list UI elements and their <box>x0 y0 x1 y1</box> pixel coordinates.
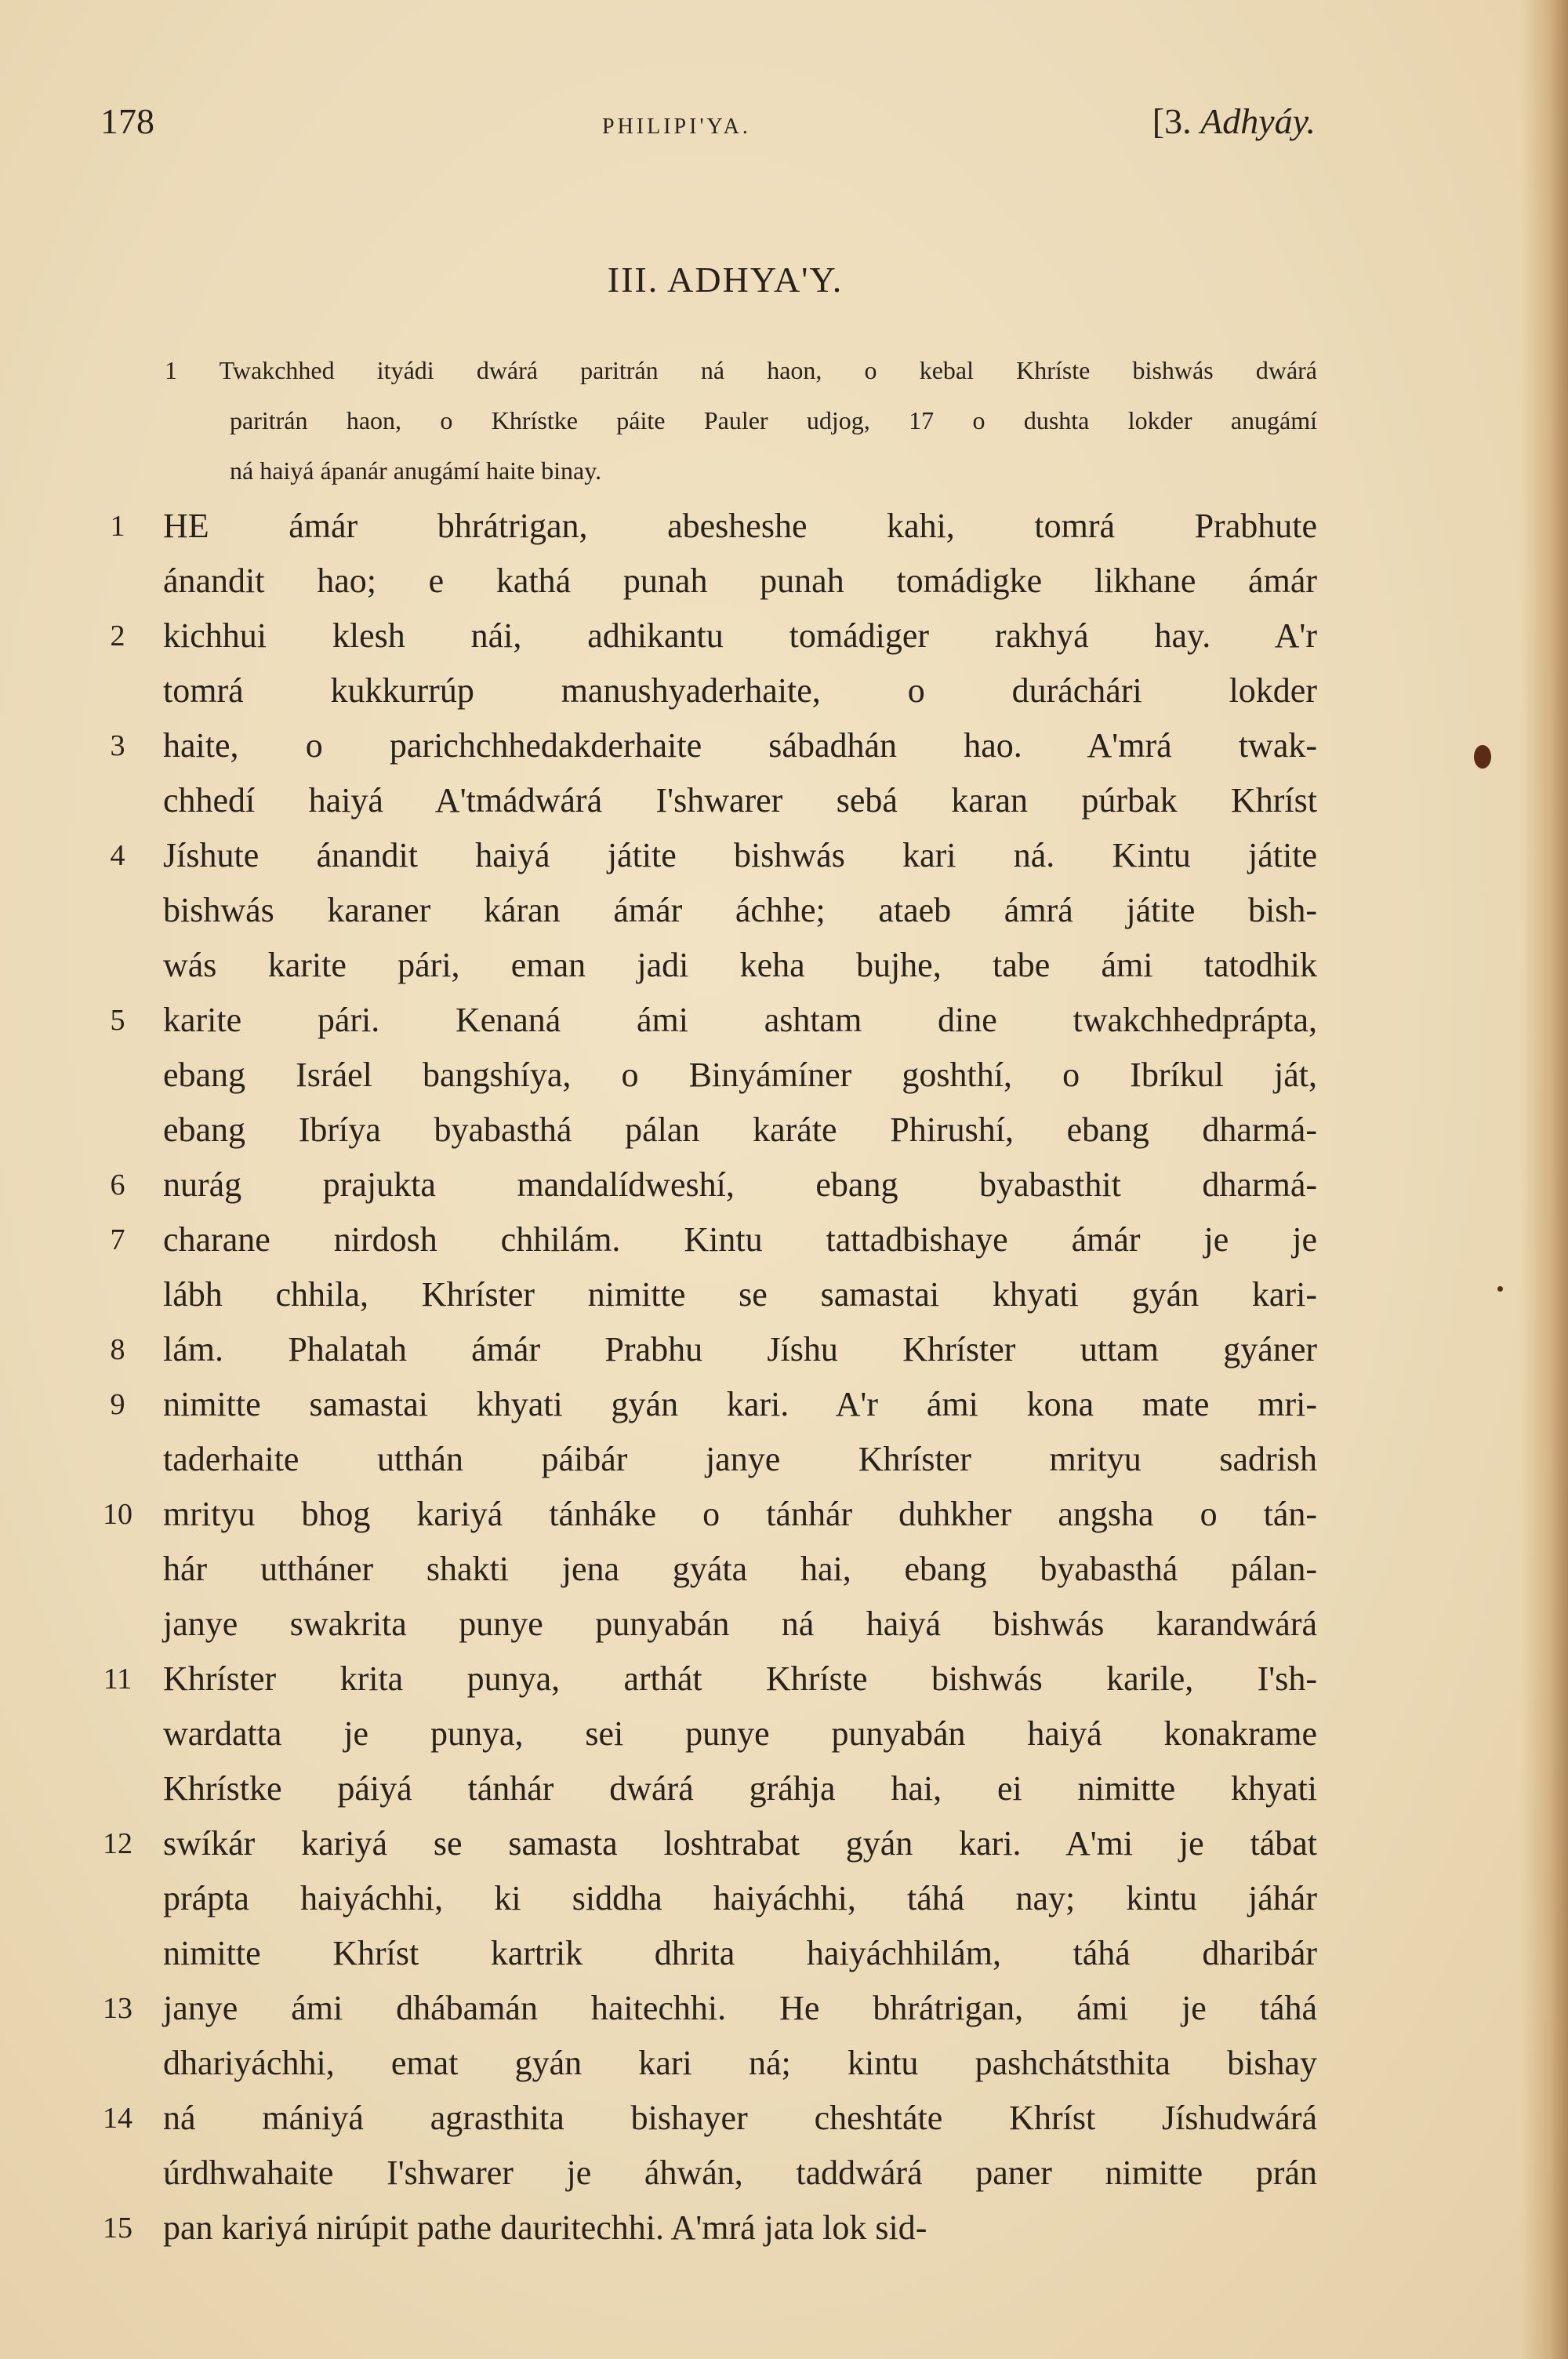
line-text: lám. Phalatah ámár Prabhu Jíshu Khríster uttam gyáner <box>163 1330 1317 1369</box>
line-text: nurág prajukta mandalídweshí, ebang byabasthit dharmá- <box>163 1165 1317 1204</box>
chapter-summary <box>165 345 1317 496</box>
text-line <box>94 1432 1317 1487</box>
text-line <box>94 2146 1317 2201</box>
text-line <box>94 2091 1317 2146</box>
line-text: swíkár kariyá se samasta loshtrabat gyán kari. A'mi je tábat <box>163 1824 1317 1863</box>
line-text: chhedí haiyá A'tmádwárá I'shwarer sebá karan púrbak Khríst <box>163 781 1317 820</box>
line-text: ebang Isráel bangshíya, o Binyámíner goshthí, o Ibríkul ját, <box>163 1056 1317 1094</box>
verse-number: 12 <box>103 1827 132 1860</box>
line-text: tomrá kukkurrúp manushyaderhaite, o duráchári lokder <box>163 671 1317 710</box>
line-text: charane nirdosh chhilám. Kintu tattadbishaye ámár je je <box>163 1220 1317 1259</box>
text-line <box>94 1487 1317 1542</box>
text-line <box>94 1158 1317 1212</box>
line-text: karite pári. Kenaná ámi ashtam dine twakchhedprápta, <box>163 1001 1317 1039</box>
text-line <box>94 1761 1317 1816</box>
line-text: hár uttháner shakti jena gyáta hai, ebang byabasthá pálan- <box>163 1550 1317 1588</box>
verse-number: 5 <box>110 1004 125 1037</box>
page-header <box>100 100 1316 155</box>
line-text: taderhaite utthán páibár janye Khríster mrityu sadrish <box>163 1440 1317 1478</box>
text-line <box>94 1707 1317 1761</box>
verse-number: 6 <box>110 1169 125 1201</box>
text-line <box>94 1322 1317 1377</box>
text-line <box>94 554 1317 609</box>
line-text: Jíshute ánandit haiyá játite bishwás kari ná. Kintu játite <box>163 836 1317 874</box>
text-line <box>94 1597 1317 1652</box>
text-line <box>94 1981 1317 2036</box>
verse-body <box>94 499 1317 2255</box>
text-line <box>94 883 1317 938</box>
line-text: ná mániyá agrasthita bishayer cheshtáte Khríst Jíshudwárá <box>163 2099 1317 2137</box>
text-line <box>94 663 1317 718</box>
page-number: 178 <box>100 101 154 141</box>
line-text: haite, o parichchhedakderhaite sábadhán hao. A'mrá twak- <box>163 726 1317 765</box>
text-line <box>94 938 1317 993</box>
summary-line: ná haiyá ápanár anugámí haite binay. <box>230 456 602 485</box>
text-line <box>94 718 1317 773</box>
summary-line: paritrán haon, o Khrístke páite Pauler udjog, 17 o dushta lokder anugámí <box>230 406 1317 434</box>
page-edge-shadow <box>1521 0 1568 2359</box>
line-text: mrityu bhog kariyá tánháke o tánhár duhkher angsha o tán- <box>163 1495 1317 1533</box>
line-text: wardatta je punya, sei punye punyabán haiyá konakrame <box>163 1714 1317 1753</box>
text-line <box>94 1103 1317 1158</box>
line-text: nimitte Khríst kartrik dhrita haiyáchhilám, táhá dharibár <box>163 1934 1317 1972</box>
line-text: prápta haiyáchhi, ki siddha haiyáchhi, táhá nay; kintu jáhár <box>163 1879 1317 1917</box>
text-line <box>94 2201 1317 2255</box>
text-line <box>94 2036 1317 2091</box>
verse-number: 10 <box>103 1498 132 1531</box>
text-line <box>94 1652 1317 1707</box>
line-text: kichhui klesh nái, adhikantu tomádiger rakhyá hay. A'r <box>163 616 1317 655</box>
verse-number: 4 <box>110 839 125 872</box>
text-line <box>94 1267 1317 1322</box>
line-text: nimitte samastai khyati gyán kari. A'r ámi kona mate mri- <box>163 1385 1317 1423</box>
chapter-heading: III. ADHYA'Y. <box>607 260 844 300</box>
line-text: lábh chhila, Khríster nimitte se samastai khyati gyán kari- <box>163 1275 1317 1314</box>
line-text: Khríster krita punya, arthát Khríste bishwás karile, I'sh- <box>163 1659 1317 1698</box>
verse-number: 8 <box>110 1333 125 1366</box>
verse-number: 9 <box>110 1388 125 1421</box>
chapter-reference-number: [3. <box>1152 101 1192 141</box>
text-line <box>94 609 1317 663</box>
text-line <box>94 993 1317 1048</box>
text-line <box>94 828 1317 883</box>
line-text: pan kariyá nirúpit pathe dauritechhi. A'mrá jata lok sid- <box>163 2208 927 2247</box>
verse-number: 7 <box>110 1223 125 1256</box>
line-text: ánandit hao; e kathá punah punah tomádigke likhane ámár <box>163 562 1317 600</box>
line-text: úrdhwahaite I'shwarer je áhwán, taddwárá paner nimitte prán <box>163 2154 1317 2192</box>
verse-number: 1 <box>110 510 125 543</box>
text-line <box>94 499 1317 554</box>
text-line <box>94 773 1317 828</box>
line-text: janye swakrita punye punyabán ná haiyá bishwás karandwárá <box>163 1605 1317 1643</box>
text-line <box>94 1816 1317 1871</box>
line-text: bishwás karaner káran ámár áchhe; ataeb ámrá játite bish- <box>163 891 1317 929</box>
line-text: HE ámár bhrátrigan, abesheshe kahi, tomrá Prabhute <box>163 507 1317 545</box>
verse-number: 15 <box>103 2212 132 2245</box>
ink-speck <box>1497 1286 1503 1292</box>
text-line <box>94 1212 1317 1267</box>
line-text: janye ámi dhábamán haitechhi. He bhrátrigan, ámi je táhá <box>163 1989 1317 2027</box>
text-line <box>94 1926 1317 1981</box>
verse-number: 14 <box>103 2102 132 2135</box>
summary-line: 1 Twakchhed ityádi dwárá paritrán ná haon, o kebal Khríste bishwás dwárá <box>165 356 1317 384</box>
ink-stain <box>1474 745 1491 769</box>
line-text: Khrístke páiyá tánhár dwárá gráhja hai, ei nimitte khyati <box>163 1769 1317 1808</box>
line-text: ebang Ibríya byabasthá pálan karáte Phirushí, ebang dharmá- <box>163 1110 1317 1149</box>
verse-number: 2 <box>110 620 125 652</box>
verse-number: 13 <box>103 1992 132 2025</box>
text-line <box>94 1377 1317 1432</box>
line-text: wás karite pári, eman jadi keha bujhe, tabe ámi tatodhik <box>163 946 1317 984</box>
verse-number: 11 <box>103 1663 132 1696</box>
line-text: dhariyáchhi, emat gyán kari ná; kintu pashchátsthita bishay <box>163 2044 1317 2082</box>
text-line <box>94 1048 1317 1103</box>
chapter-reference-word: Adhyáy. <box>1200 101 1316 141</box>
verse-number: 3 <box>110 729 125 762</box>
chapter-reference <box>1152 100 1316 142</box>
text-line <box>94 1871 1317 1926</box>
running-title: PHILIPI'YA. <box>602 114 751 139</box>
text-line <box>94 1542 1317 1597</box>
